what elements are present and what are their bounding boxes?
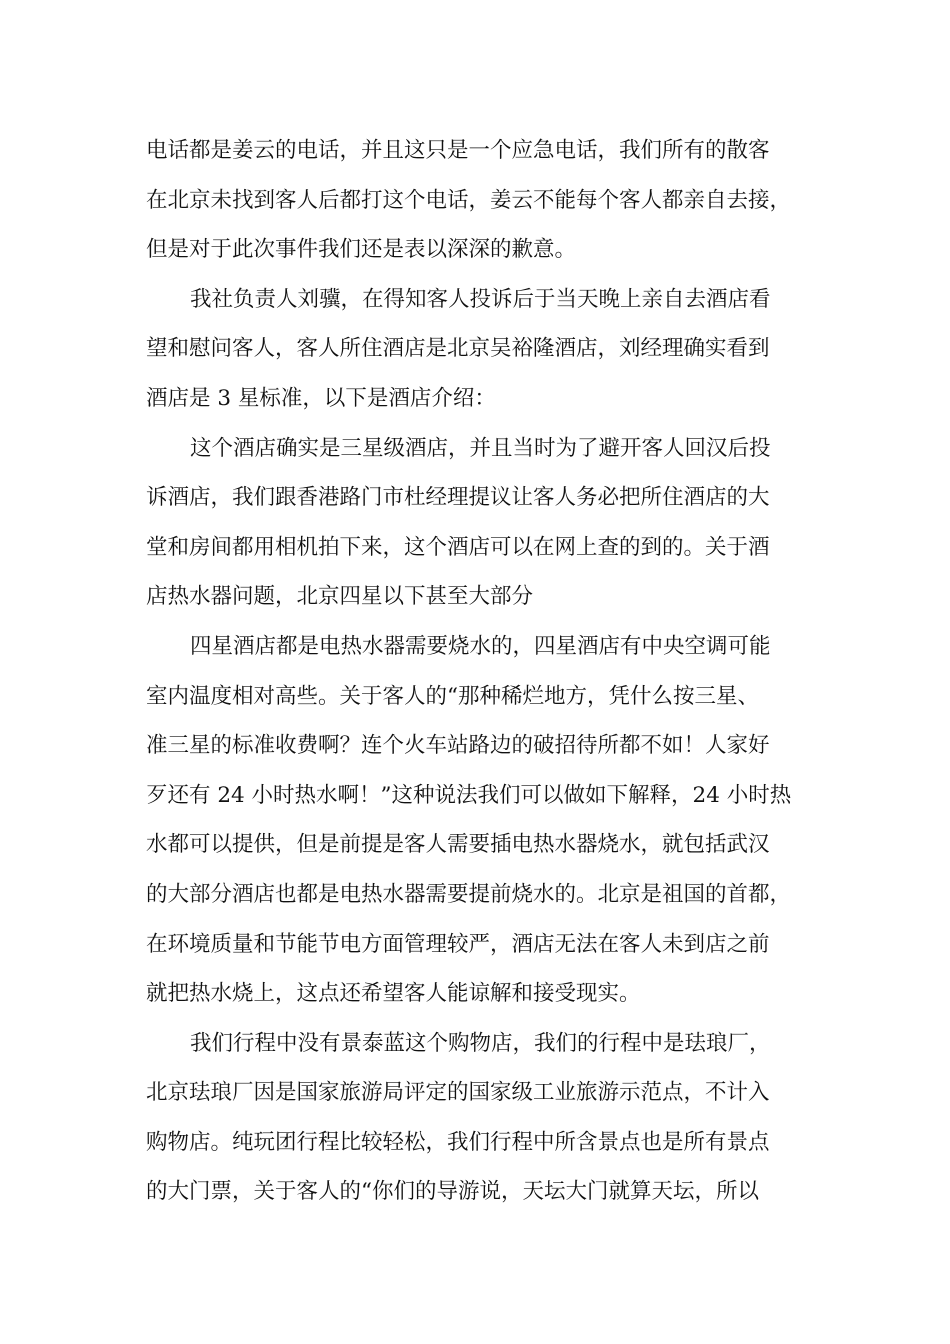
paragraph — [146, 1019, 836, 1217]
text-line: 准三星的标准收费啊？连个火车站路边的破招待所都不如！人家好 — [146, 733, 770, 759]
text-line: 堂和房间都用相机拍下来，这个酒店可以在网上查的到的。关于酒 — [146, 534, 770, 560]
text-line: 的大门票，关于客人的“你们的导游说，天坛大门就算天坛，所以 — [146, 1179, 759, 1205]
text-line: 购物店。纯玩团行程比较轻松，我们行程中所含景点也是所有景点 — [146, 1129, 770, 1155]
body-text — [146, 126, 836, 1217]
text-line: 我们行程中没有景泰蓝这个购物店，我们的行程中是珐琅厂， — [190, 1030, 771, 1056]
text-line: 诉酒店，我们跟香港路门市杜经理提议让客人务必把所住酒店的大 — [146, 485, 770, 511]
paragraph — [146, 275, 836, 424]
text-line: 酒店是 3 星标准，以下是酒店介绍： — [146, 385, 496, 411]
paragraph — [146, 424, 836, 622]
text-line: 四星酒店都是电热水器需要烧水的，四星酒店有中央空调可能 — [190, 633, 771, 659]
text-line: 北京珐琅厂因是国家旅游局评定的国家级工业旅游示范点，不计入 — [146, 1080, 770, 1106]
text-line: 望和慰问客人，客人所住酒店是北京吴裕隆酒店，刘经理确实看到 — [146, 336, 770, 362]
paragraph — [146, 622, 836, 1019]
paragraph — [146, 126, 836, 275]
text-line: 这个酒店确实是三星级酒店，并且当时为了避开客人回汉后投 — [190, 435, 771, 461]
text-line: 我社负责人刘骥，在得知客人投诉后于当天晚上亲自去酒店看 — [190, 286, 771, 312]
text-line: 在北京未找到客人后都打这个电话，姜云不能每个客人都亲自去接， — [146, 187, 792, 213]
text-line: 在环境质量和节能节电方面管理较严，酒店无法在客人未到店之前 — [146, 931, 770, 957]
text-line: 电话都是姜云的电话，并且这只是一个应急电话，我们所有的散客 — [146, 138, 770, 163]
text-line: 的大部分酒店也都是电热水器需要提前烧水的。北京是祖国的首都， — [146, 881, 792, 907]
text-line: 店热水器问题，北京四星以下甚至大部分 — [146, 584, 534, 610]
text-line: 就把热水烧上，这点还希望客人能谅解和接受现实。 — [146, 981, 641, 1007]
text-line: 但是对于此次事件我们还是表以深深的歉意。 — [146, 237, 577, 263]
text-line: 水都可以提供，但是前提是客人需要插电热水器烧水，就包括武汉 — [146, 832, 770, 858]
text-line: 室内温度相对高些。关于客人的“那种稀烂地方，凭什么按三星、 — [146, 683, 759, 709]
text-line: 歹还有 24 小时热水啊！”这种说法我们可以做如下解释，24 小时热 — [146, 782, 792, 808]
